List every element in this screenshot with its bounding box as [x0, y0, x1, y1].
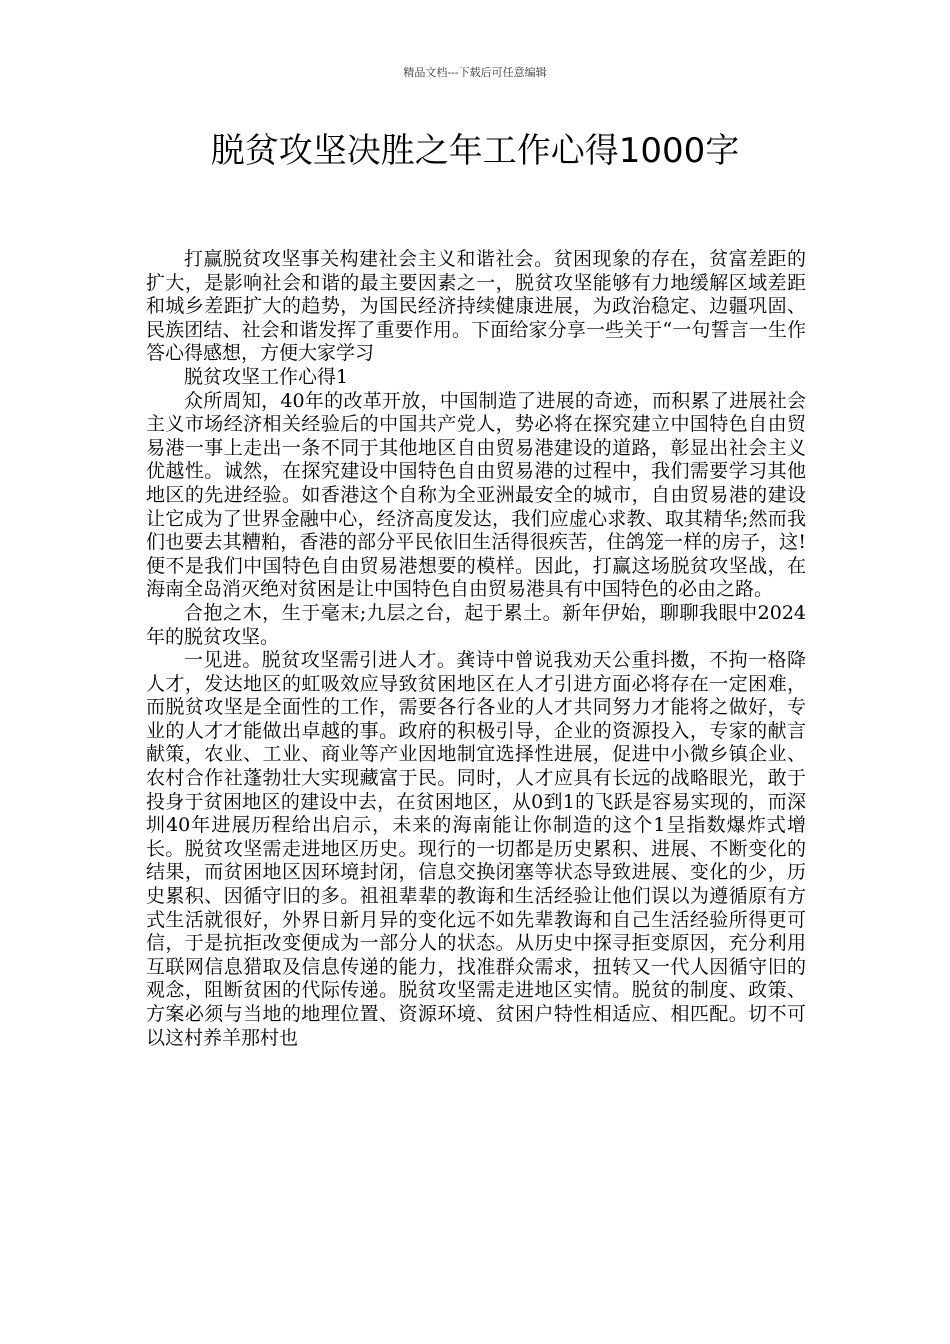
paragraph-new-year: 合抱之木，生于毫末;九层之台，起于累土。新年伊始，聊聊我眼中2024年的脱贫攻坚。 — [146, 601, 806, 648]
paragraph-talent-history: 一见进。脱贫攻坚需引进人才。龚诗中曾说我劝天公重抖擞，不拘一格降人才，发达地区的虹吸效应导致贫困地区在人才引进方面必将存在一定困难，而脱贫攻坚是全面性的工作，需要各行各业的人才共同努力才能将之做好，专业的人才才能做出卓越的事。政府的积极引导，企业的资源投入，专家的献言献策，农业、工业、商业等产业因地制宜选择性进展，促进中小微乡镇企业、农村合作社蓬勃壮大实现藏富于民。同时，人才应具有长远的战略眼光，敢于投身于贫困地区的建设中去，在贫困地区，从0到1的飞跃是容易实现的，而深圳40年进展历程给出启示，未来的海南能让你制造的这个1呈指数爆炸式增长。脱贫攻坚需走进地区历史。现行的一切都是历史累积、进展、不断变化的结果，而贫困地区因环境封闭，信息交换闭塞等状态导致进展、变化的少，历史累积、因循守旧的多。祖祖辈辈的教诲和生活经验让他们误以为遵循原有方式生活就很好，外界日新月异的变化远不如先辈教诲和自己生活经验所得更可信，于是抗拒改变便成为一部分人的状态。从历史中探寻拒变原因，充分利用互联网信息猎取及信息传递的能力，找准群众需求，扭转又一代人因循守旧的观念，阻断贫困的代际传递。脱贫攻坚需走进地区实情。脱贫的制度、政策、方案必须与当地的地理位置、资源环境、贫困户特性相适应、相匹配。切不可以这村养羊那村也 — [146, 649, 806, 1049]
document-body — [146, 248, 806, 1050]
paragraph-intro: 打赢脱贫攻坚事关构建社会主义和谐社会。贫困现象的存在，贫富差距的扩大，是影响社会和谐的最主要因素之一，脱贫攻坚能够有力地缓解区域差距和城乡差距扩大的趋势，为国民经济持续健康进展，为政治稳定、边疆巩固、民族团结、社会和谐发挥了重要作用。下面给家分享一些关于“一句誓言一生作答心得感想，方便大家学习 — [146, 248, 806, 365]
paragraph-section-heading: 脱贫攻坚工作心得1 — [184, 365, 349, 388]
paragraph-free-trade-port: 众所周知，40年的改革开放，中国制造了进展的奇迹，而积累了进展社会主义市场经济相关经验后的中国共产党人，势必将在探究建立中国特色自由贸易港一事上走出一条不同于其他地区自由贸易港建设的道路，彰显出社会主义优越性。诚然，在探究建设中国特色自由贸易港的过程中，我们需要学习其他地区的先进经验。如香港这个自称为全亚洲最安全的城市，自由贸易港的建设让它成为了世界金融中心，经济高度发达，我们应虚心求教、取其精华;然而我们也要去其糟粕，香港的部分平民依旧生活得很疾苦，住鸽笼一样的房子，这!便不是我们中国特色自由贸易港想要的模样。因此，打赢这场脱贫攻坚战，在海南全岛消灭绝对贫困是让中国特色自由贸易港具有中国特色的必由之路。 — [146, 389, 806, 601]
page-header-note: 精品文档---下载后可任意编辑 — [403, 66, 547, 79]
document-title: 脱贫攻坚决胜之年工作心得1000字 — [210, 131, 740, 171]
